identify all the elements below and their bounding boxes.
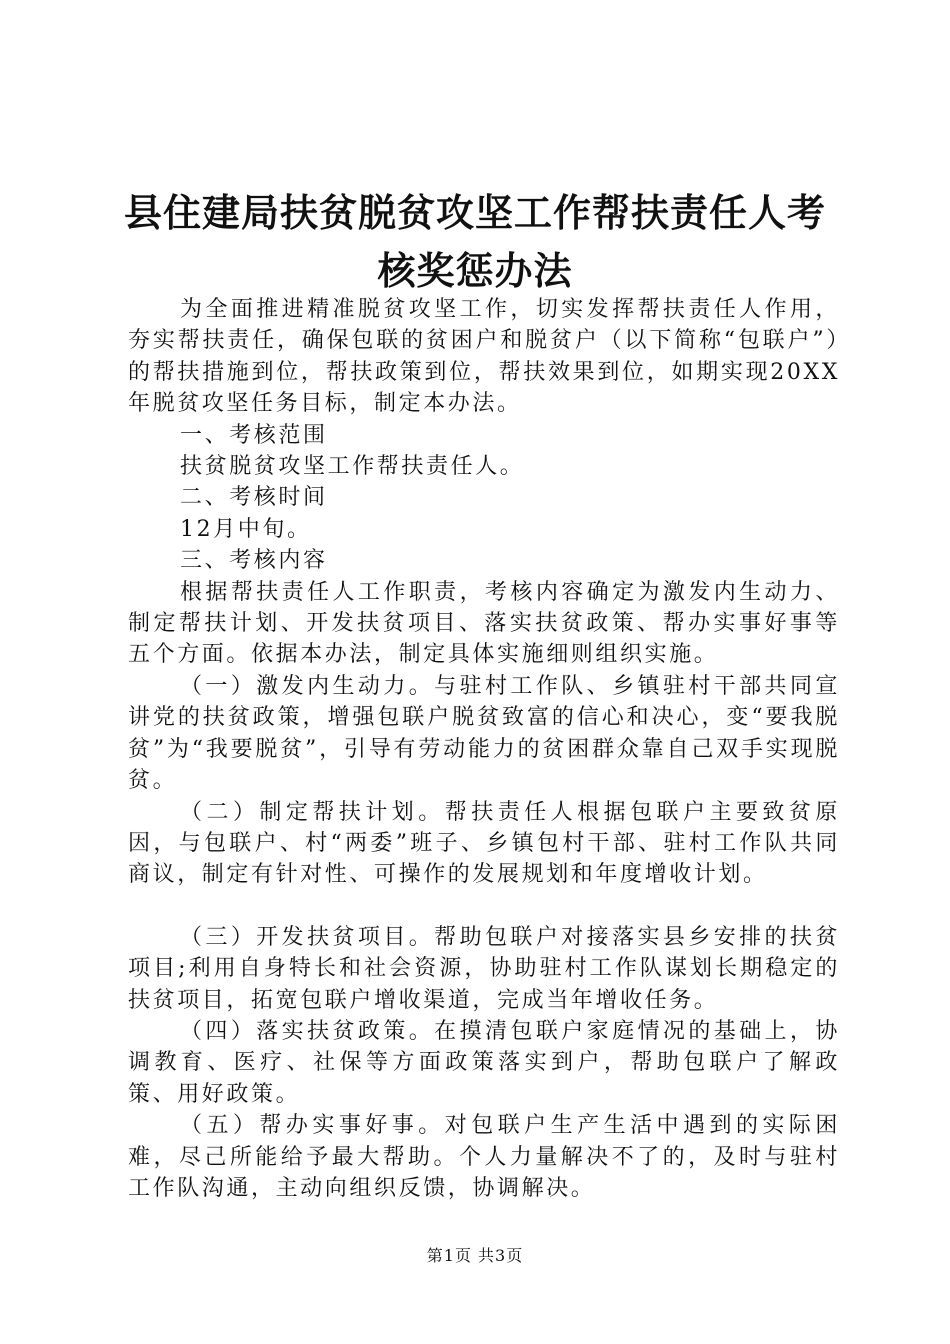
content-paragraph: 根据帮扶责任人工作职责，考核内容确定为激发内生动力、制定帮扶计划、开发扶贫项目、落实扶贫政策、帮办实事好事等五个方面。依据本办法，制定具体实施细则组织实施。 bbox=[128, 579, 840, 668]
item-paragraph-5: （五）帮办实事好事。对包联户生产生活中遇到的实际困难，尽己所能给予最大帮助。个人力量解决不了的，及时与驻村工作队沟通，主动向组织反馈，协调解决。 bbox=[128, 1113, 840, 1201]
section-heading-scope: 一、考核范围 bbox=[180, 422, 328, 448]
time-paragraph: 12月中旬。 bbox=[180, 516, 312, 542]
section-heading-content: 三、考核内容 bbox=[180, 548, 328, 574]
scope-paragraph: 扶贫脱贫攻坚工作帮扶责任人。 bbox=[180, 454, 525, 480]
page-number-footer: 第1页 共3页 bbox=[426, 1246, 524, 1265]
item-paragraph-1: （一）激发内生动力。与驻村工作队、乡镇驻村干部共同宣讲党的扶贫政策，增强包联户脱贫致富的信心和决心，变“要我脱贫”为“我要脱贫”，引导有劳动能力的贫困群众靠自己双手实现脱贫。 bbox=[128, 673, 840, 794]
document-title: 县住建局扶贫脱贫攻坚工作帮扶责任人考核奖惩办法 bbox=[123, 190, 826, 293]
item-paragraph-4: （四）落实扶贫政策。在摸清包联户家庭情况的基础上，协调教育、医疗、社保等方面政策落实到户，帮助包联户了解政策、用好政策。 bbox=[128, 1018, 840, 1107]
intro-paragraph: 为全面推进精准脱贫攻坚工作，切实发挥帮扶责任人作用，夯实帮扶责任，确保包联的贫困户和脱贫户（以下简称“包联户”）的帮扶措施到位，帮扶政策到位，帮扶效果到位，如期实现20XX年脱贫攻坚任务目标，制定本办法。 bbox=[128, 297, 840, 417]
section-heading-time: 二、考核时间 bbox=[180, 485, 328, 511]
item-paragraph-2: （二）制定帮扶计划。帮扶责任人根据包联户主要致贫原因，与包联户、村“两委”班子、乡镇包村干部、驻村工作队共同商议，制定有针对性、可操作的发展规划和年度增收计划。 bbox=[128, 799, 840, 888]
document-body bbox=[128, 294, 840, 1204]
item-paragraph-3: （三）开发扶贫项目。帮助包联户对接落实县乡安排的扶贫项目;利用自身特长和社会资源，协助驻村工作队谋划长期稳定的扶贫项目，拓宽包联户增收渠道，完成当年增收任务。 bbox=[128, 924, 840, 1013]
